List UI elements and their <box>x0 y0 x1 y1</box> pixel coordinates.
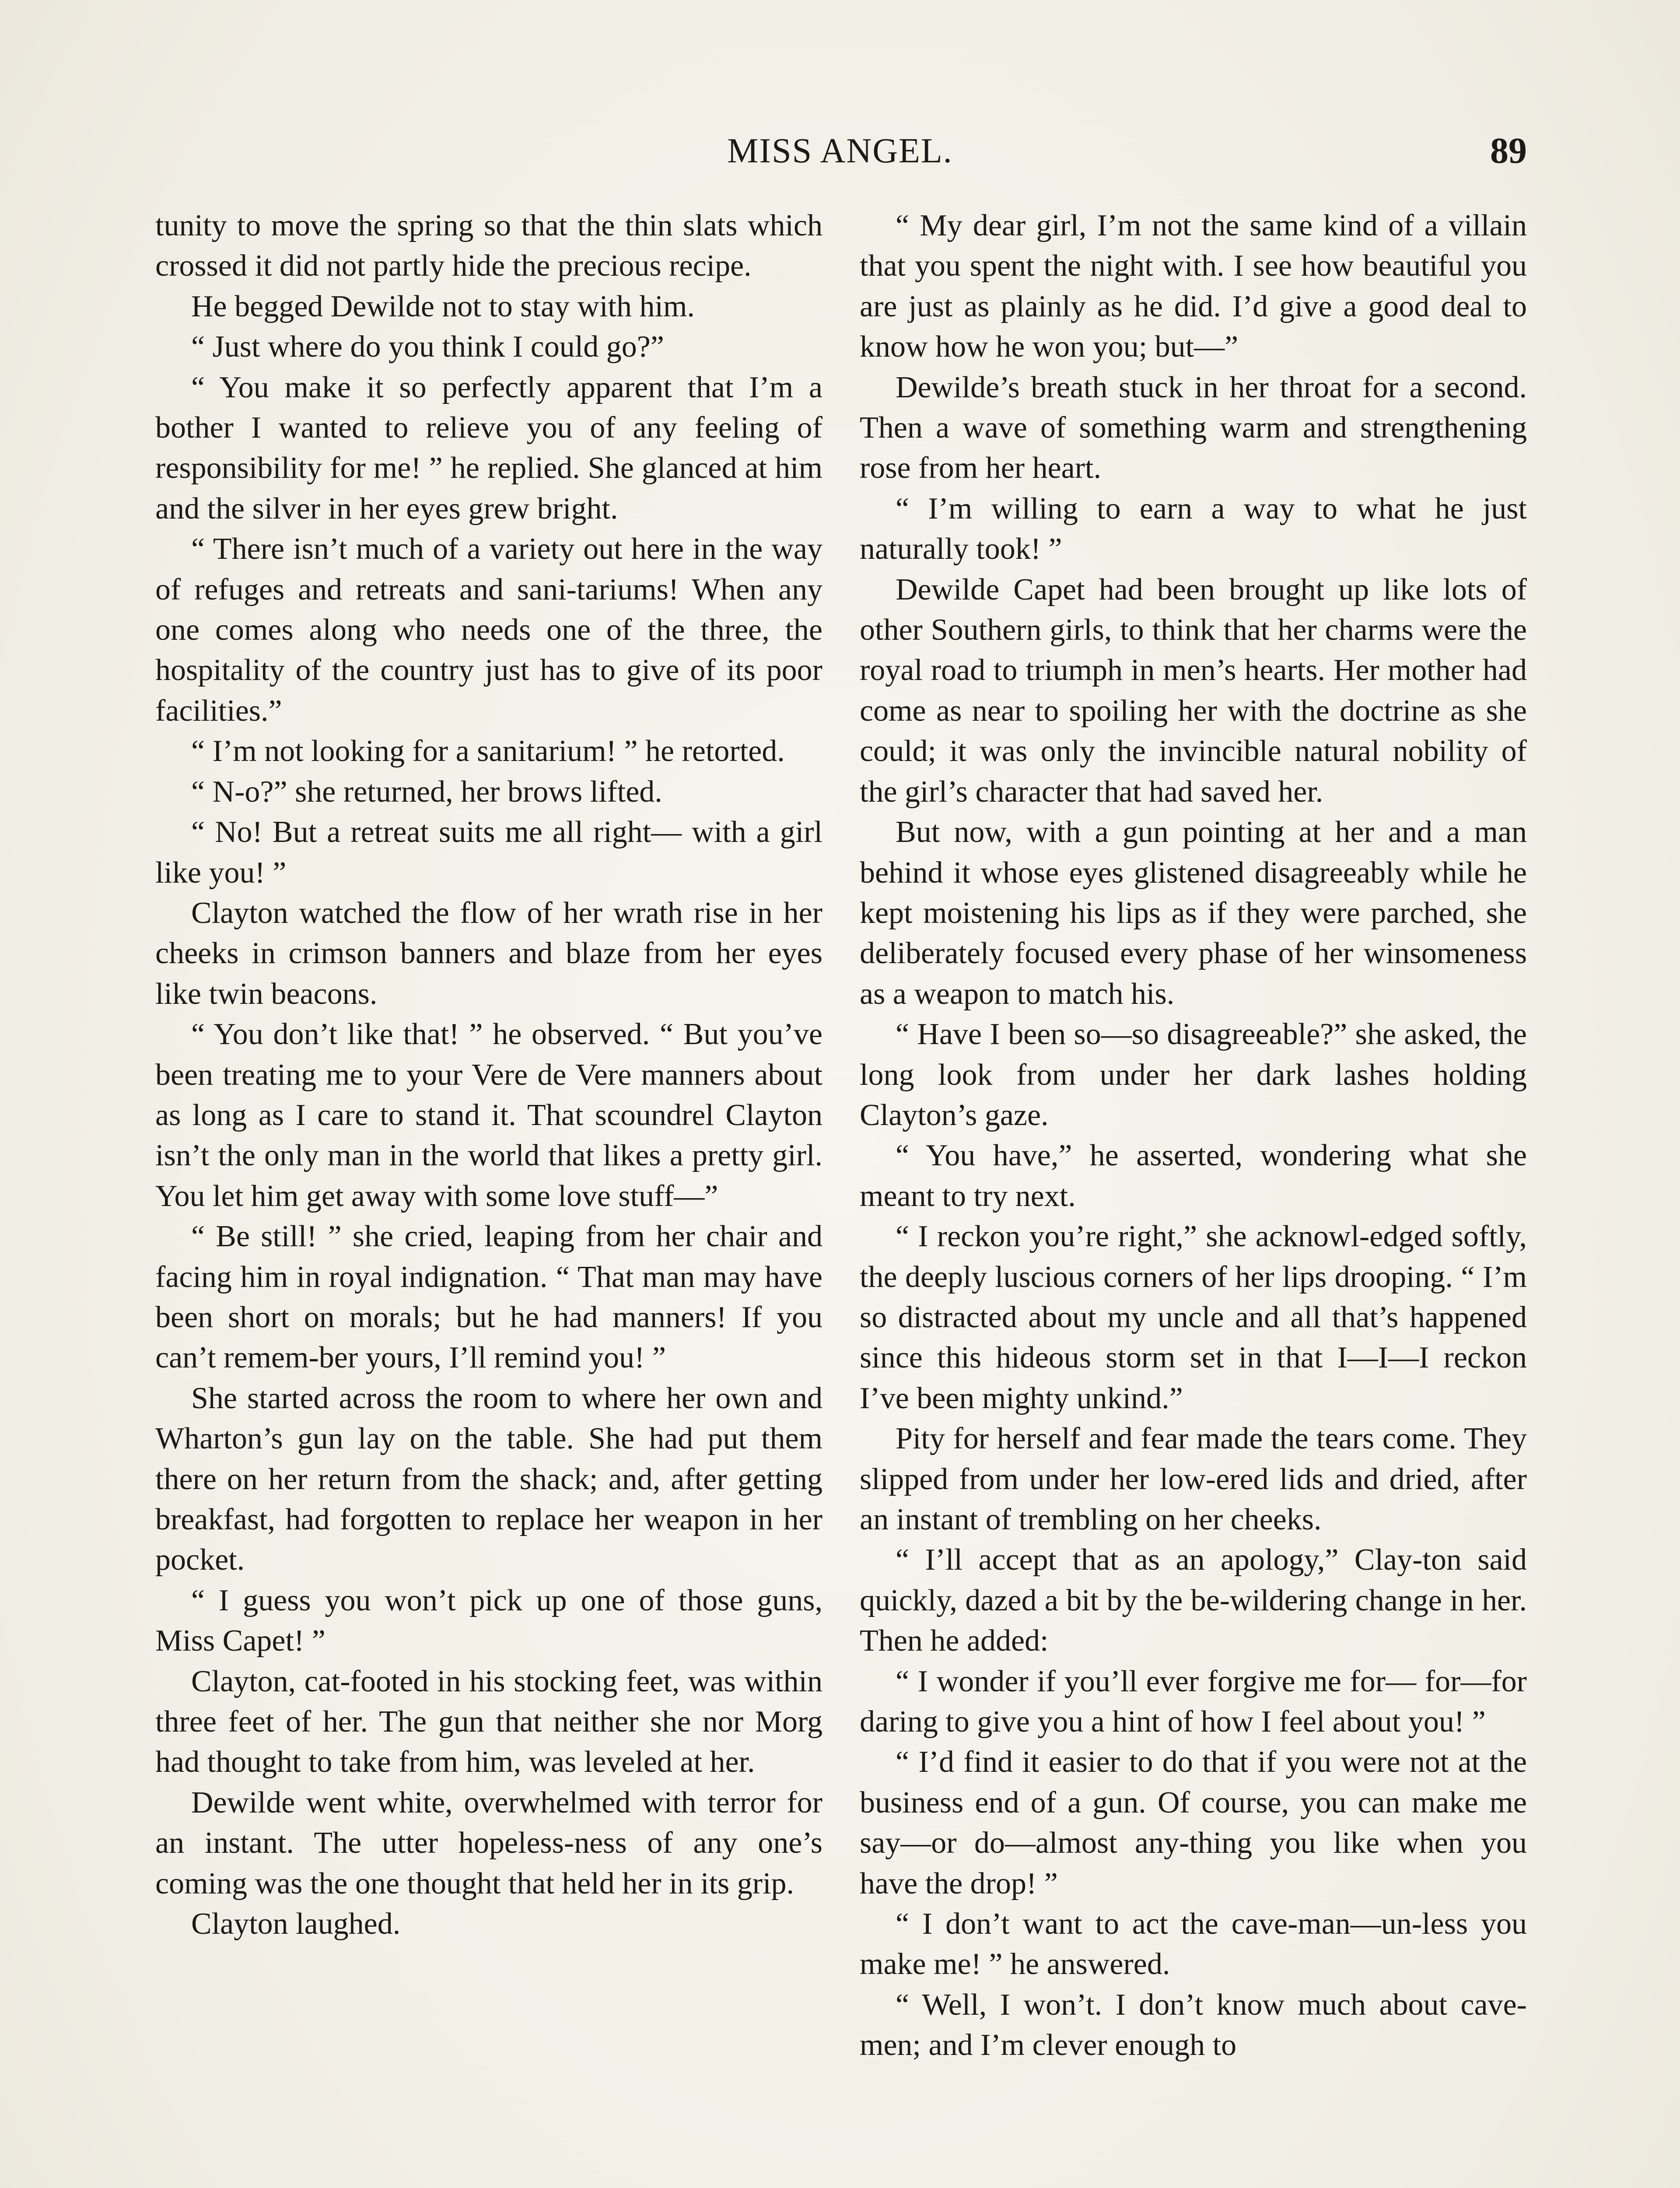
paragraph: Clayton, cat-footed in his stocking feet, was within three feet of her. The gun that neither she nor Morg had thought to take from him, was leveled at her. <box>155 1664 822 1779</box>
paragraph: “ Just where do you think I could go?” <box>191 330 664 364</box>
page-header <box>153 127 1527 179</box>
paragraph: “ I wonder if you’ll ever forgive me for— for—for daring to give you a hint of how I feel about you! ” <box>860 1664 1527 1739</box>
paragraph: “ I’ll accept that as an apology,” Clay-ton said quickly, dazed a bit by the be-wildering change in her. Then he added: <box>860 1543 1527 1658</box>
left-column <box>155 206 822 2188</box>
paragraph: Dewilde Capet had been brought up like lots of other Southern girls, to think that her charms were the royal road to triumph in men’s hearts. Her mother had come as near to spoiling her with the doctrine as she could; it was only the invincible natural nobility of the girl’s character that had saved her. <box>860 572 1527 809</box>
paragraph: tunity to move the spring so that the thin slats which crossed it did not partly hide the precious recipe. <box>155 209 822 283</box>
paragraph: “ N-o?” she returned, her brows lifted. <box>191 775 662 809</box>
right-column <box>860 206 1527 2188</box>
paragraph: “ You have,” he asserted, wondering what she meant to try next. <box>860 1139 1527 1213</box>
paragraph: “ My dear girl, I’m not the same kind of a villain that you spent the night with. I see how beautiful you are just as plainly as he did. I’d give a good deal to know how he won you; but—” <box>860 209 1527 364</box>
paragraph: “ Well, I won’t. I don’t know much about cave-men; and I’m clever enough to <box>860 1988 1527 2062</box>
paragraph: He begged Dewilde not to stay with him. <box>191 289 695 323</box>
paragraph: Pity for herself and fear made the tears come. They slipped from under her low-ered lids and dried, after an instant of trembling on her cheeks. <box>860 1422 1527 1536</box>
paragraph: She started across the room to where her own and Wharton’s gun lay on the table. She had put them there on her return from the shack; and, after getting breakfast, had forgotten to replace her weapon in her pocket. <box>155 1381 822 1577</box>
paragraph: “ There isn’t much of a variety out here in the way of refuges and retreats and sani-tariums! When any one comes along who needs one of the three, the hospitality of the country just has to give of its poor facilities.” <box>155 532 822 728</box>
paragraph: “ No! But a retreat suits me all right— with a girl like you! ” <box>155 815 822 890</box>
paragraph: “ Be still! ” she cried, leaping from her chair and facing him in royal indignation. “ That man may have been short on morals; but he had manners! If you can’t remem-ber yours, I’ll remind you! ” <box>155 1220 822 1375</box>
paragraph: “ I don’t want to act the cave-man—un-less you make me! ” he answered. <box>860 1907 1527 1981</box>
paragraph: “ I’d find it easier to do that if you were not at the business end of a gun. Of course, you can make me say—or do—almost any-thing you like when you have the drop! ” <box>860 1745 1527 1900</box>
paragraph: “ I guess you won’t pick up one of those guns, Miss Capet! ” <box>155 1583 822 1658</box>
paragraph: “ I’m not looking for a sanitarium! ” he retorted. <box>191 734 785 768</box>
paragraph: Dewilde’s breath stuck in her throat for a second. Then a wave of something warm and strengthening rose from her heart. <box>860 370 1527 485</box>
paragraph: Clayton laughed. <box>191 1907 401 1941</box>
running-title: MISS ANGEL. <box>727 132 953 170</box>
page-number: 89 <box>1490 130 1527 171</box>
paragraph: “ You don’t like that! ” he observed. “ But you’ve been treating me to your Vere de Vere manners about as long as I care to stand it. That scoundrel Clayton isn’t the only man in the world that likes a pretty girl. You let him get away with some love stuff—” <box>155 1017 822 1213</box>
paragraph: “ Have I been so—so disagreeable?” she asked, the long look from under her dark lashes holding Clayton’s gaze. <box>860 1017 1527 1132</box>
paragraph: “ You make it so perfectly apparent that I’m a bother I wanted to relieve you of any feeling of responsibility for me! ” he replied. She glanced at him and the silver in her eyes grew bright. <box>155 370 822 526</box>
paragraph: Clayton watched the flow of her wrath rise in her cheeks in crimson banners and blaze from her eyes like twin beacons. <box>155 896 822 1011</box>
paragraph: “ I reckon you’re right,” she acknowl-edged softly, the deeply luscious corners of her lips drooping. “ I’m so distracted about my uncle and all that’s happened since this hideous storm set in that I—I—I reckon I’ve been mighty unkind.” <box>860 1220 1527 1415</box>
paragraph: But now, with a gun pointing at her and a man behind it whose eyes glistened disagreeably while he kept moistening his lips as if they were parched, she deliberately focused every phase of her winsomeness as a weapon to match his. <box>860 815 1527 1011</box>
paragraph: Dewilde went white, overwhelmed with terror for an instant. The utter hopeless-ness of any one’s coming was the one thought that held her in its grip. <box>155 1785 822 1900</box>
paragraph: “ I’m willing to earn a way to what he just naturally took! ” <box>860 491 1527 566</box>
